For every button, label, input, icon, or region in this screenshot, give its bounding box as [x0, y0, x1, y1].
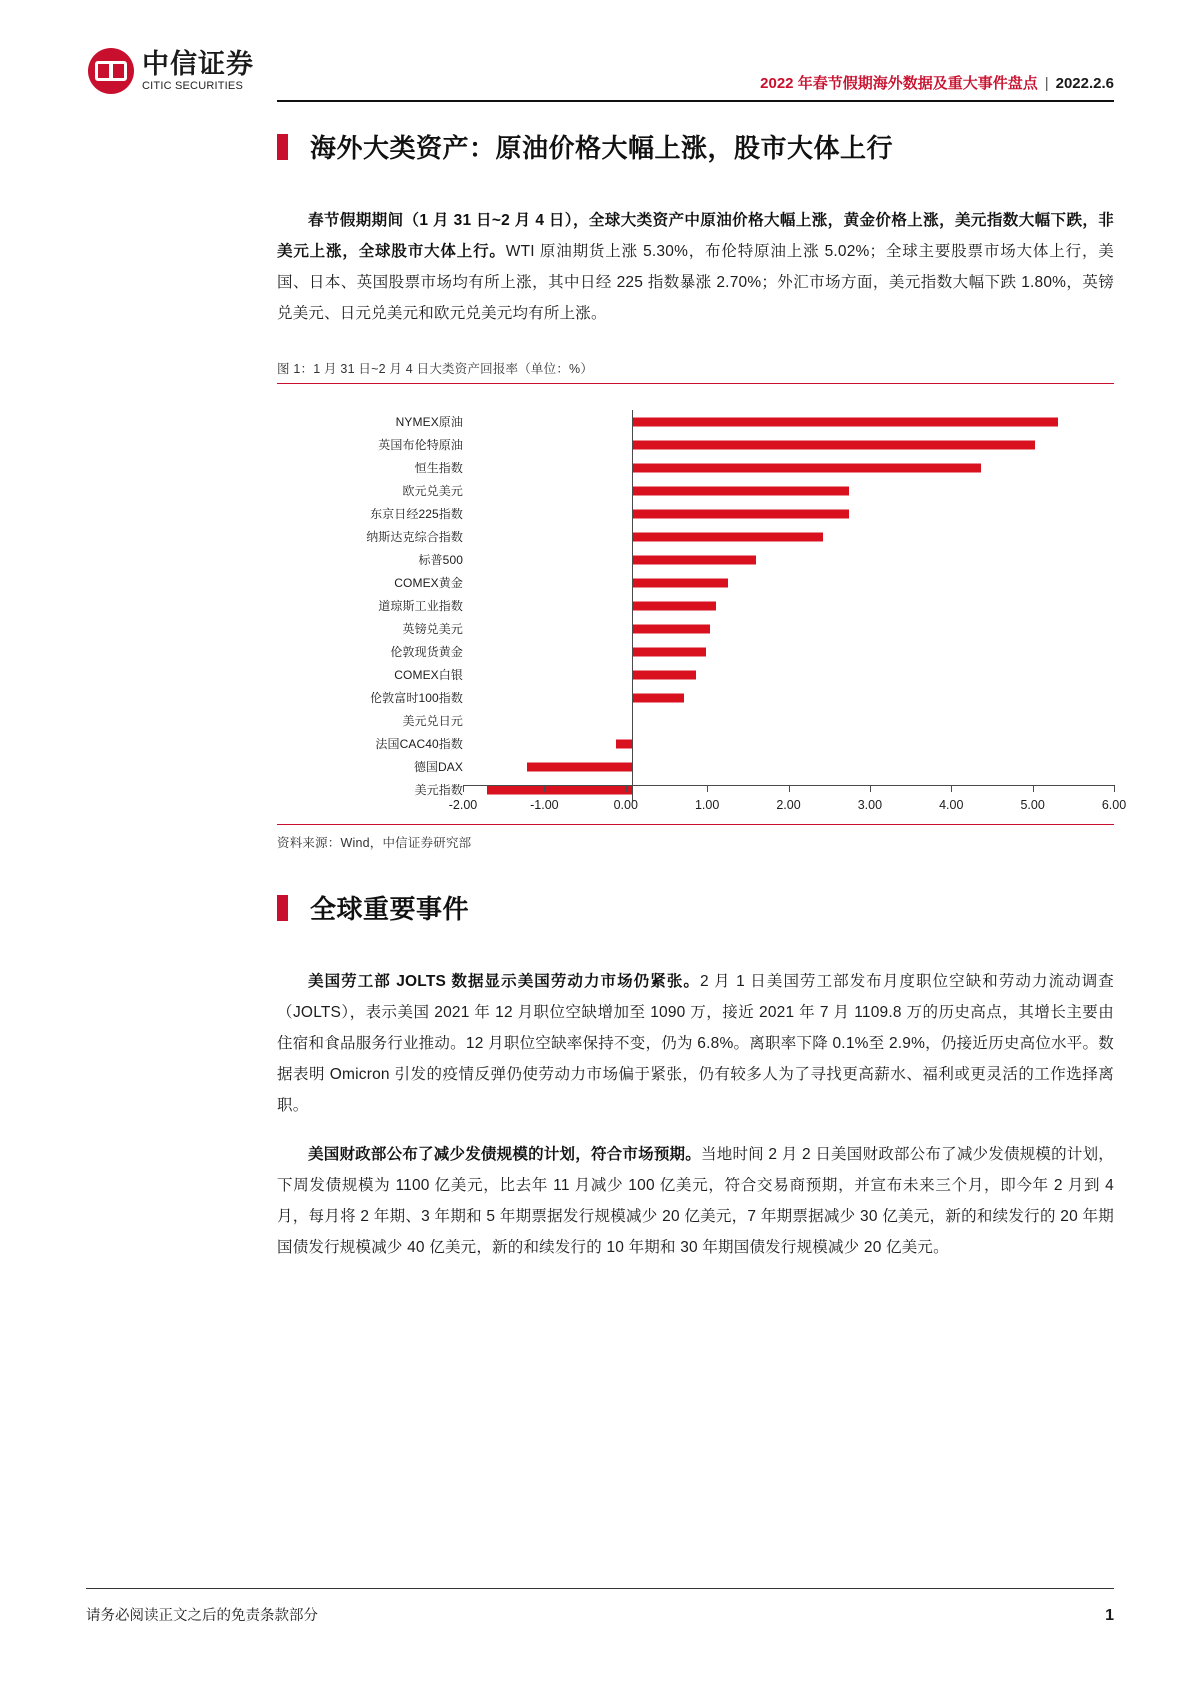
chart-category-label: 伦敦现货黄金 [390, 645, 463, 659]
chart-category-label: 德国DAX [413, 760, 463, 774]
footer-disclaimer: 请务必阅读正文之后的免责条款部分 [86, 1608, 318, 1624]
chart-plot-area [471, 640, 1114, 663]
chart-bar-row [277, 502, 1114, 525]
citic-logo [88, 48, 254, 94]
chart-zero-line [632, 640, 634, 663]
chart-plot-area [471, 479, 1114, 502]
chart-bar [632, 624, 710, 633]
section-bullet-icon [277, 895, 288, 921]
chart-plot-area [471, 755, 1114, 778]
chart-bar [616, 739, 632, 748]
section-heading-global-events [277, 889, 1114, 926]
figure-1-source: 资料来源：Wind，中信证券研究部 [277, 836, 472, 850]
chart-bar [632, 417, 1058, 426]
chart-bar [632, 532, 823, 541]
chart-x-axis [448, 785, 1127, 812]
chart-bar-row [277, 548, 1114, 571]
chart-plot-area [471, 617, 1114, 640]
chart-zero-line [632, 686, 634, 709]
chart-category-label: 东京日经225指数 [370, 507, 463, 521]
chart-zero-line [632, 732, 634, 755]
chart-zero-line [632, 525, 634, 548]
chart-bar [632, 670, 696, 679]
chart-plot-area [471, 433, 1114, 456]
chart-bar-row [277, 617, 1114, 640]
chart-category-label: 美元兑日元 [402, 714, 463, 728]
figure-1 [277, 359, 1127, 851]
chart-zero-line [632, 663, 634, 686]
chart-bar-row [277, 525, 1114, 548]
chart-category-label: 法国CAC40指数 [375, 737, 463, 751]
header-report-title: 2022 年春节假期海外数据及重大事件盘点 [760, 75, 1038, 92]
chart-x-tick [707, 785, 708, 792]
chart-plot-area [471, 571, 1114, 594]
section-title-global-events: 全球重要事件 [310, 895, 470, 925]
chart-bar [632, 463, 981, 472]
chart-bar [632, 693, 684, 702]
intro-paragraph-rest: WTI 原油期货上涨 5.30%，布伦特原油上涨 5.02%；全球主要股票市场大体上行，美国、日本、英国股票市场均有所上涨，其中日经 225 指数暴涨 2.70%；外汇市场方面，美元指数大幅下跌 1.80%，英镑兑美元、日元兑美元和欧元兑美元均有所上涨。 [277, 243, 1114, 322]
chart-bar [632, 509, 849, 518]
event-paragraph-rest: 2 月 1 日美国劳工部发布月度职位空缺和劳动力流动调查（JOLTS），表示美国 2021 年 12 月职位空缺增加至 1090 万，接近 2021 年 7 月 1109.8 万的历史高点，其增长主要由住宿和食品服务行业推动。12 月职位空缺率保持不变，仍为 6.8%。离职率下降 0.1%至 2.9%，仍接近历史高位水平。数据表明 Omicron 引发的疫情反弹仍使劳动力市场偏于紧张，仍有较多人为了寻找更高薪水、福利或更灵活的工作选择离职。 [277, 973, 1114, 1114]
chart-plot-area [471, 410, 1114, 433]
footer-divider [86, 1588, 1114, 1589]
chart-x-tick-label: 5.00 [1020, 798, 1045, 812]
chart-category-label: COMEX黄金 [394, 576, 463, 590]
chart-category-label: 英镑兑美元 [402, 622, 463, 636]
chart-category-label: 道琼斯工业指数 [378, 599, 463, 613]
chart-bar [632, 486, 849, 495]
chart-x-tick-label: 6.00 [1101, 798, 1127, 812]
event-paragraph-lead: 美国劳工部 JOLTS 数据显示美国劳动力市场仍紧张。 [308, 973, 700, 990]
chart-bar [632, 647, 706, 656]
chart-x-tick-label: 4.00 [939, 798, 964, 812]
chart-plot-area [471, 709, 1114, 732]
chart-plot-area [471, 732, 1114, 755]
page-header [0, 0, 1200, 110]
chart-zero-line [632, 617, 634, 640]
chart-bar-row [277, 594, 1114, 617]
chart-x-tick [544, 785, 545, 792]
chart-bar-row [277, 479, 1114, 502]
chart-plot-area [471, 548, 1114, 571]
chart-bar-row [277, 732, 1114, 755]
chart-bar-row [277, 640, 1114, 663]
chart-zero-line [632, 479, 634, 502]
chart-category-label: 欧元兑美元 [402, 484, 463, 498]
chart-bar [487, 785, 632, 794]
chart-x-tick [789, 785, 790, 792]
chart-x-tick-label: 1.00 [694, 798, 720, 812]
chart-zero-line [632, 755, 634, 778]
chart-x-tick [626, 785, 627, 792]
citic-logo-text [142, 48, 254, 92]
chart-plot-area [471, 525, 1114, 548]
chart-x-tick [1033, 785, 1034, 792]
section-heading-overseas-assets [277, 128, 1114, 165]
chart-bar [632, 440, 1035, 449]
chart-zero-line [632, 709, 634, 732]
chart-category-label: NYMEX原油 [395, 415, 463, 429]
chart-plot-area [471, 456, 1114, 479]
chart-x-tick [1114, 785, 1115, 792]
chart-bar-row [277, 663, 1114, 686]
chart-bar-row [277, 686, 1114, 709]
chart-category-label: 英国布伦特原油 [378, 438, 463, 452]
header-running-title [760, 72, 1114, 93]
chart-zero-line [632, 433, 634, 456]
intro-paragraph [277, 205, 1114, 329]
footer-page-number: 1 [1105, 1607, 1114, 1624]
asset-returns-bar-chart [277, 404, 1127, 816]
event-paragraph [277, 1139, 1114, 1263]
chart-bar [632, 601, 716, 610]
chart-zero-line [632, 548, 634, 571]
chart-bar [527, 762, 631, 771]
chart-bar-row [277, 456, 1114, 479]
event-paragraph-lead: 美国财政部公布了减少发债规模的计划，符合市场预期。 [308, 1146, 701, 1163]
header-report-date: 2022.2.6 [1055, 75, 1114, 92]
chart-plot-area [471, 686, 1114, 709]
figure-1-caption: 图 1：1 月 31 日~2 月 4 日大类资产回报率（单位：%） [277, 362, 594, 376]
chart-bar-row [277, 410, 1114, 433]
chart-category-label: 标普500 [418, 553, 463, 567]
chart-bar-row [277, 571, 1114, 594]
logo-name-en: CITIC SECURITIES [142, 79, 243, 92]
document-content [277, 128, 1127, 1269]
chart-x-tick-label: 2.00 [776, 798, 801, 812]
event-paragraph-rest: 当地时间 2 月 2 日美国财政部公布了减少发债规模的计划，下周发债规模为 1100 亿美元，比去年 11 月减少 100 亿美元，符合交易商预期，并宣布未来三个月，即今年 2 月到 4 月，每月将 2 年期、3 年期和 5 年期票据发行规模减少 20 亿美元，7 年期票据减少 30 亿美元，新的和续发行的 20 年期国债发行规模减少 40 亿美元，新的和续发行的 10 年期和 30 年期国债发行规模减少 20 亿美元。 [277, 1146, 1114, 1256]
chart-plot-area [471, 663, 1114, 686]
chart-x-tick [870, 785, 871, 792]
chart-category-label: 恒生指数 [414, 461, 463, 475]
chart-plot-area [471, 594, 1114, 617]
chart-zero-line [632, 594, 634, 617]
chart-x-tick-label: -1.00 [530, 798, 559, 812]
chart-x-tick [951, 785, 952, 792]
header-divider [277, 100, 1114, 102]
chart-category-label: 美元指数 [414, 783, 463, 797]
chart-bar [632, 578, 728, 587]
chart-zero-line [632, 456, 634, 479]
intro-paragraph-lead: 春节假期期间（1 月 31 日~2 月 4 日），全球大类资产中原油价格大幅上涨，黄金价格上涨，美元指数大幅下跌，非美元上涨，全球股市大体上行。 [277, 212, 1114, 260]
chart-category-label: 纳斯达克综合指数 [366, 530, 463, 544]
chart-plot-area [471, 502, 1114, 525]
chart-bar [632, 555, 757, 564]
chart-category-label: COMEX白银 [394, 668, 463, 682]
logo-name-cn: 中信证券 [142, 48, 254, 80]
chart-x-tick-label: 3.00 [857, 798, 883, 812]
chart-bar-row [277, 433, 1114, 456]
chart-bar-rows [277, 410, 1114, 801]
event-paragraph [277, 966, 1114, 1121]
chart-zero-line [632, 410, 634, 433]
page-footer [86, 1604, 1114, 1625]
section-bullet-icon [277, 134, 288, 160]
citic-logo-icon [88, 48, 134, 94]
chart-bar-row [277, 709, 1114, 732]
chart-x-tick [463, 785, 464, 792]
chart-zero-line [632, 571, 634, 594]
chart-x-tick-label: 0.00 [613, 798, 638, 812]
section-title-overseas-assets: 海外大类资产：原油价格大幅上涨，股市大体上行 [310, 134, 894, 164]
chart-bar-row [277, 755, 1114, 778]
header-separator: | [1044, 75, 1049, 92]
chart-x-tick-label: -2.00 [448, 798, 478, 812]
chart-zero-line [632, 502, 634, 525]
chart-category-label: 伦敦富时100指数 [370, 691, 463, 705]
figure-1-frame [277, 383, 1127, 825]
